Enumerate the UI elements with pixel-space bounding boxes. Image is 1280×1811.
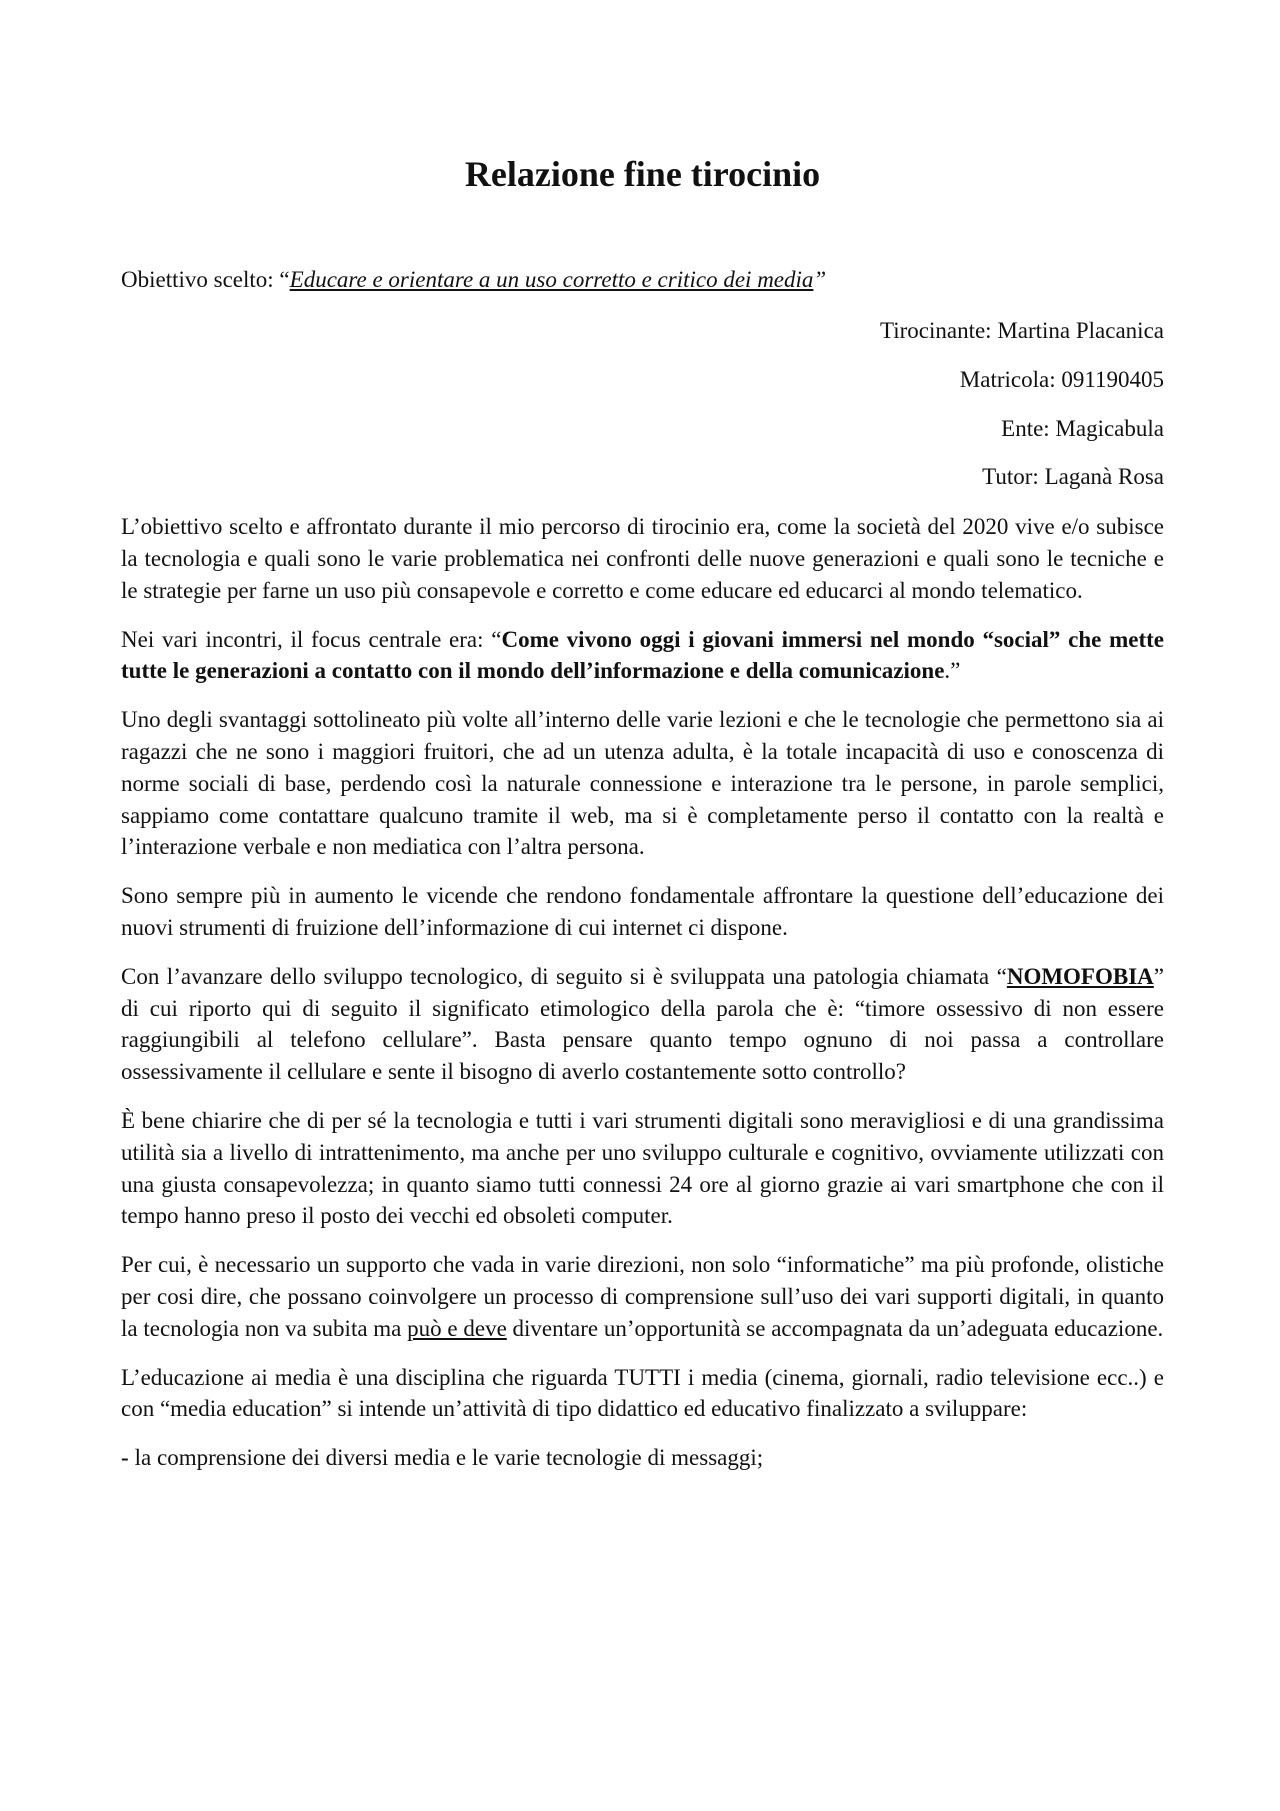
- nomofobia-term: NOMOFOBIA: [1006, 963, 1154, 989]
- bullet-dash: -: [121, 1445, 129, 1471]
- paragraph-4: Sono sempre più in aumento le vicende che rendono fondamentale affrontare la questione dell’educazione dei nuovi strumenti di fruizione dell’informazione di cui internet ci dispone.: [121, 883, 1164, 940]
- paragraph-2-prefix: Nei vari incontri, il focus centrale era: “: [121, 626, 502, 652]
- document-title: Relazione fine tirocinio: [464, 154, 821, 194]
- paragraph-7: [121, 1249, 1164, 1344]
- ente: Ente: Magicabula: [1001, 415, 1164, 441]
- paragraph-7-prefix: Per cui, è necessario un supporto che vada in varie direzioni, non solo “informatiche” ma più profonde, olistiche per cosi dire, che possano coinvolgere un processo di comprensione sull’uso dei vari supporti digitali, in quanto la tecnologia non va subita ma: [121, 1252, 1164, 1341]
- objective-text: Educare e orientare a un uso corretto e critico dei media: [289, 267, 814, 293]
- focus-quote: Come vivono oggi i giovani immersi nel mondo “social” che mette tutte le generazioni a contatto con il mondo dell’informazione e della comunicazione: [121, 626, 1164, 684]
- matricola: Matricola: 091190405: [959, 366, 1164, 392]
- paragraph-8: L’educazione ai media è una disciplina che riguarda TUTTI i media (cinema, giornali, radio televisione ecc..) e con “media education” si intende un’attività di tipo didattico ed educativo finalizzato a sviluppare:: [121, 1364, 1164, 1422]
- objective-suffix: ”: [813, 267, 827, 293]
- paragraph-2-suffix: .”: [944, 658, 961, 684]
- paragraph-7-suffix: diventare un’opportunità se accompagnata da un’adeguata educazione.: [506, 1315, 1164, 1341]
- paragraph-1: L’obiettivo scelto e affrontato durante il mio percorso di tirocinio era, come la società del 2020 vive e/o subisce la tecnologia e quali sono le varie problematica nei confronti delle nuove generazioni e quali sono le tecniche e le strategie per farne un uso più consapevole e corretto e come educare ed educarci al mondo telematico.: [121, 514, 1164, 603]
- objective-line: [121, 264, 1164, 296]
- intern-name: Tirocinante: Martina Placanica: [879, 317, 1164, 343]
- paragraph-3: Uno degli svantaggi sottolineato più volte all’interno delle varie lezioni e che le tecnologie che permettono sia ai ragazzi che ne sono i maggiori fruitori, che ad un utenza adulta, è la totale incapacità di uso e conoscenza di norme sociali di base, perdendo così la naturale connessione e interazione tra le persone, in parole semplici, sappiamo come contattare qualcuno tramite il web, ma si è completamente perso il contatto con la realtà e l’interazione verbale e non mediatica con l’altra persona.: [121, 707, 1164, 860]
- tutor: Tutor: Laganà Rosa: [982, 464, 1164, 490]
- paragraph-5-prefix: Con l’avanzare dello sviluppo tecnologico, di seguito si è sviluppata una patologia chiamata “: [121, 963, 1007, 989]
- bullet-item: [121, 1442, 1164, 1474]
- paragraph-6: È bene chiarire che di per sé la tecnologia e tutti i vari strumenti digitali sono meravigliosi e di una grandissima utilità sia a livello di intrattenimento, ma anche per uno sviluppo culturale e cognitivo, ovviamente utilizzati con una giusta consapevolezza; in quanto siamo tutti connessi 24 ore al giorno grazie ai vari smartphone che con il tempo hanno preso il posto dei vecchi ed obsoleti computer.: [121, 1107, 1164, 1229]
- objective-prefix: Obiettivo scelto: “: [121, 267, 290, 293]
- paragraph-2: [121, 624, 1164, 688]
- paragraph-5-suffix: ” di cui riporto qui di seguito il significato etimologico della parola che è: “timore ossessivo di non essere raggiungibili al telefono cellulare”. Basta pensare quanto tempo ognuno di noi passa a controllare ossessivamente il cellulare e sente il bisogno di averlo costantemente sotto controllo?: [121, 963, 1164, 1085]
- paragraph-7-underlined: può e deve: [407, 1315, 507, 1341]
- paragraph-5: [121, 961, 1164, 1088]
- bullet-text: la comprensione dei diversi media e le varie tecnologie di messaggi;: [134, 1445, 764, 1471]
